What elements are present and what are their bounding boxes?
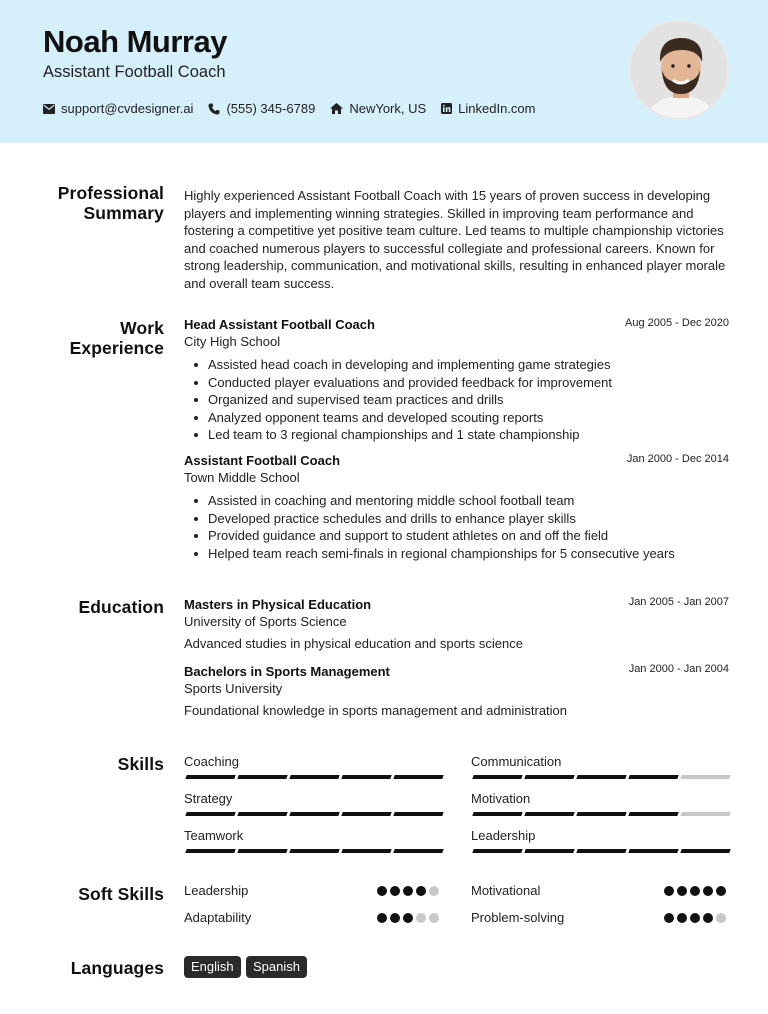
skill-level-segment <box>472 812 522 816</box>
job-bullet-list <box>208 492 675 562</box>
skill-level-segment <box>576 849 626 853</box>
soft-skill-name: Leadership <box>184 883 249 898</box>
skill-level-segment <box>524 775 574 779</box>
rating-dot <box>416 913 426 923</box>
skill-level-segment <box>341 849 391 853</box>
contact-phone-text: (555) 345-6789 <box>226 101 316 116</box>
skill-name: Leadership <box>471 828 536 843</box>
rating-dot <box>429 913 439 923</box>
summary-text: Highly experienced Assistant Football Coach with 15 years of proven success in developing players and implementing winning strategies. Skilled in improving team performance and fostering a competitive yet positive team culture. Led teams to multiple championship victories and coached numerous players to successful collegiate and professional careers. Known for strong leadership, communication, and motivational skills, resulting in enhanced player morale and overall team success. <box>184 188 726 291</box>
rating-dot <box>690 886 700 896</box>
linkedin-icon <box>441 103 452 114</box>
summary-title-line1: Professional <box>57 183 164 203</box>
skill-level-segment <box>185 775 235 779</box>
degree-desc: Advanced studies in physical education and sports science <box>184 636 523 651</box>
skill-level-segment <box>289 812 339 816</box>
rating-dot <box>390 886 400 896</box>
skill-level-segment <box>628 812 678 816</box>
rating-dot <box>429 886 439 896</box>
soft-skill-rating <box>374 886 439 896</box>
degree-date: Jan 2005 - Jan 2007 <box>628 596 729 608</box>
skill-level-segment <box>289 849 339 853</box>
skill-level-bar <box>186 775 443 779</box>
skill-level-segment <box>628 775 678 779</box>
rating-dot <box>377 886 387 896</box>
skill-name: Motivation <box>471 791 531 806</box>
job-bullet: Assisted in coaching and mentoring middle school football team <box>208 492 675 510</box>
section-title-experience <box>70 318 164 358</box>
section-title-soft-skills: Soft Skills <box>78 884 164 904</box>
envelope-icon <box>43 104 55 114</box>
job-org: City High School <box>184 334 281 349</box>
job-bullet: Analyzed opponent teams and developed scouting reports <box>208 409 612 427</box>
degree-title: Masters in Physical Education <box>184 597 372 612</box>
rating-dot <box>703 886 713 896</box>
rating-dot <box>677 886 687 896</box>
skill-level-segment <box>237 812 287 816</box>
rating-dot <box>403 886 413 896</box>
skill-level-segment <box>576 775 626 779</box>
skill-name: Communication <box>471 754 562 769</box>
job-bullet: Developed practice schedules and drills to enhance player skills <box>208 510 675 528</box>
rating-dot <box>690 913 700 923</box>
rating-dot <box>377 913 387 923</box>
skill-level-segment <box>524 849 574 853</box>
degree-school: Sports University <box>184 681 283 696</box>
section-title-languages: Languages <box>70 958 164 978</box>
degree-school: University of Sports Science <box>184 614 347 629</box>
skill-level-segment <box>185 812 235 816</box>
job-bullet: Organized and supervised team practices and drills <box>208 391 612 409</box>
experience-title-line1: Work <box>120 318 164 338</box>
section-title-skills: Skills <box>117 754 164 774</box>
contact-linkedin-text: LinkedIn.com <box>458 101 536 116</box>
soft-skill-name: Motivational <box>471 883 541 898</box>
contact-list <box>43 101 551 116</box>
skill-level-bar <box>473 775 730 779</box>
job-bullet: Helped team reach semi-finals in regional championships for 5 consecutive years <box>208 545 675 561</box>
job-title: Assistant Football Coach <box>184 453 341 468</box>
rating-dot <box>716 913 726 923</box>
skill-level-bar <box>473 849 730 853</box>
rating-dot <box>664 913 674 923</box>
rating-dot <box>677 913 687 923</box>
skill-level-segment <box>237 849 287 853</box>
skill-level-segment <box>341 775 391 779</box>
skill-level-segment <box>289 775 339 779</box>
skill-name: Coaching <box>184 754 239 769</box>
rating-dot <box>664 886 674 896</box>
rating-dot <box>403 913 413 923</box>
job-bullet: Assisted head coach in developing and implementing game strategies <box>208 357 611 372</box>
candidate-name: Noah Murray <box>43 24 227 59</box>
section-title-education: Education <box>78 597 164 617</box>
job-bullet-list <box>208 356 612 444</box>
skill-level-segment <box>680 775 730 779</box>
degree-title: Bachelors in Sports Management <box>184 664 390 679</box>
language-badge: Spanish <box>246 956 307 978</box>
skill-level-bar <box>473 812 730 816</box>
job-bullet: Conducted player evaluations and provided feedback for improvement <box>208 374 612 390</box>
soft-skill-rating <box>661 886 726 896</box>
skill-level-segment <box>472 775 522 779</box>
job-bullet: Provided guidance and support to student athletes on and off the field <box>208 527 675 545</box>
language-badge: English <box>184 956 241 978</box>
skill-name: Teamwork <box>184 828 244 843</box>
home-icon <box>330 103 343 114</box>
contact-location <box>330 101 426 116</box>
skill-level-segment <box>680 812 730 816</box>
degree-desc: Foundational knowledge in sports management and administration <box>184 703 568 718</box>
job-org: Town Middle School <box>184 470 300 485</box>
job-date: Jan 2000 - Dec 2014 <box>626 453 729 465</box>
skill-level-segment <box>393 812 443 816</box>
skill-level-bar <box>186 812 443 816</box>
job-date: Aug 2005 - Dec 2020 <box>625 317 729 329</box>
summary-title-line2: Summary <box>83 203 164 223</box>
contact-phone[interactable] <box>208 101 315 116</box>
degree-date: Jan 2000 - Jan 2004 <box>628 663 729 675</box>
soft-skill-name: Problem-solving <box>471 910 565 925</box>
skill-level-segment <box>576 812 626 816</box>
contact-email-text: support@cvdesigner.ai <box>61 101 194 116</box>
skill-level-segment <box>341 812 391 816</box>
soft-skill-rating <box>661 913 726 923</box>
skill-level-segment <box>393 775 443 779</box>
skill-level-segment <box>237 775 287 779</box>
experience-title-line2: Experience <box>69 338 164 358</box>
soft-skill-name: Adaptability <box>184 910 252 925</box>
contact-linkedin[interactable] <box>441 101 535 116</box>
skill-level-bar <box>186 849 443 853</box>
skill-level-segment <box>185 849 235 853</box>
skill-level-segment <box>472 849 522 853</box>
rating-dot <box>390 913 400 923</box>
skill-name: Strategy <box>184 791 233 806</box>
skill-level-segment <box>628 849 678 853</box>
job-bullet: Led team to 3 regional championships and 1 state championship <box>208 426 612 444</box>
soft-skill-rating <box>374 913 439 923</box>
rating-dot <box>716 886 726 896</box>
phone-icon <box>208 103 220 115</box>
section-title-summary <box>58 183 164 223</box>
header-band <box>0 0 768 143</box>
rating-dot <box>416 886 426 896</box>
candidate-role: Assistant Football Coach <box>43 63 226 81</box>
profile-photo <box>629 20 729 120</box>
skill-level-segment <box>680 849 730 853</box>
contact-email[interactable] <box>43 101 193 116</box>
rating-dot <box>703 913 713 923</box>
skill-level-segment <box>393 849 443 853</box>
contact-location-text: NewYork, US <box>349 101 427 116</box>
skill-level-segment <box>524 812 574 816</box>
job-title: Head Assistant Football Coach <box>184 317 375 332</box>
